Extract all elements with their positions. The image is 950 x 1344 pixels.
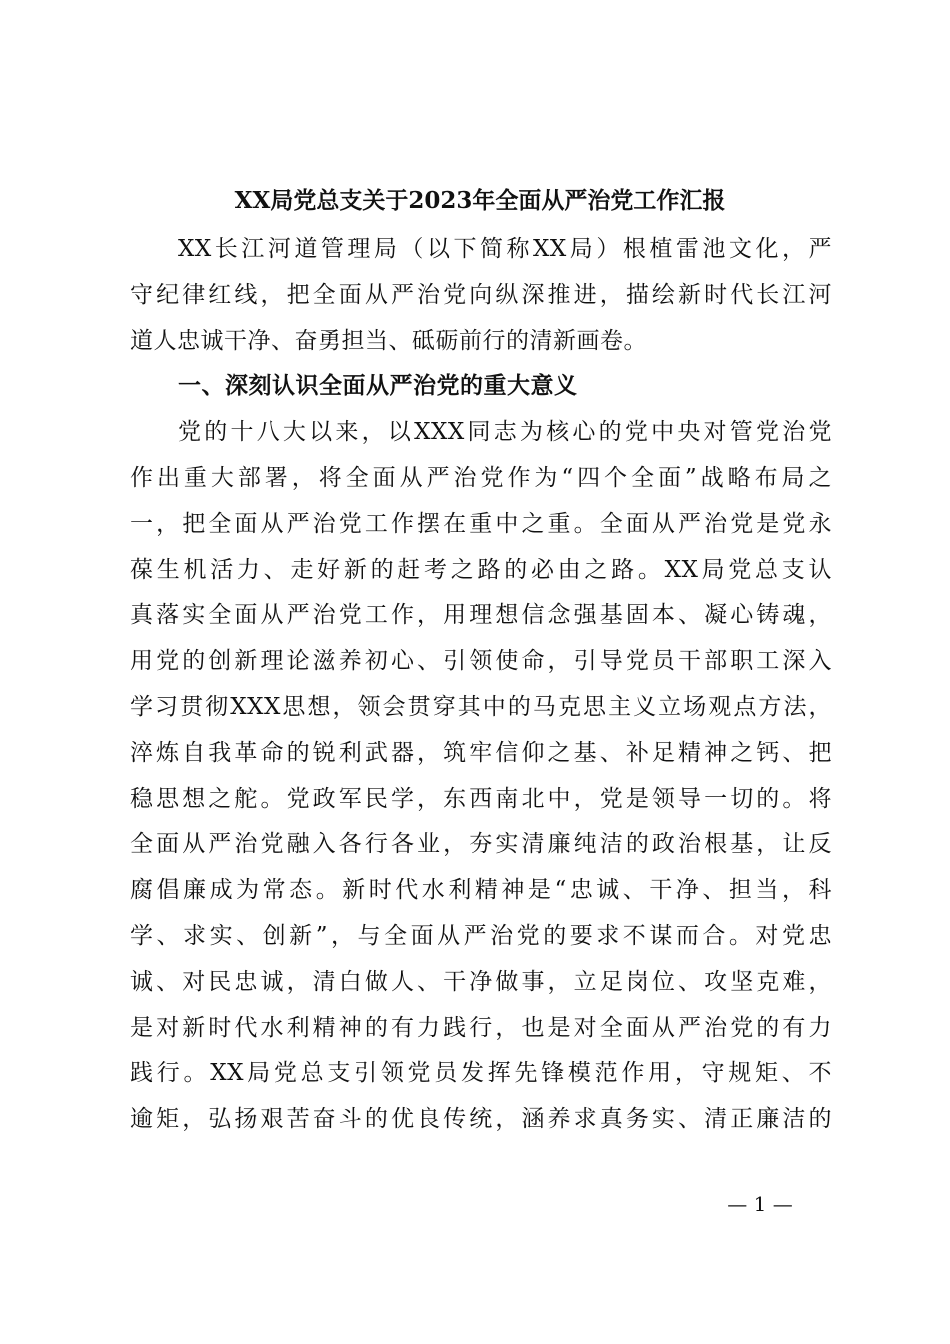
paragraph-line: 践行。XX局党总支引领党员发挥先锋模范作用，守规矩、不 xyxy=(130,1060,832,1087)
paragraph-line: 真落实全面从严治党工作，用理想信念强基固本、凝心铸魂， xyxy=(130,602,832,629)
paragraph-line: 诚、对民忠诚，清白做人、干净做事，立足岗位、攻坚克难， xyxy=(130,968,832,995)
paragraph-line: XX长江河道管理局（以下简称XX局）根植雷池文化，严 xyxy=(178,236,832,262)
paragraph-line: 一，把全面从严治党工作摆在重中之重。全面从严治党是党永 xyxy=(130,510,832,537)
section-heading: 一、深刻认识全面从严治党的重大意义 xyxy=(178,373,578,400)
paragraph-line: 全面从严治党融入各行各业，夯实清廉纯洁的政治根基，让反 xyxy=(130,831,832,858)
document-body xyxy=(130,227,832,1143)
paragraph-line: 葆生机活力、走好新的赶考之路的必由之路。XX局党总支认 xyxy=(130,556,832,583)
page-number: — 1 — xyxy=(727,1192,793,1216)
paragraph-line: 稳思想之舵。党政军民学，东西南北中，党是领导一切的。将 xyxy=(130,785,832,812)
paragraph-line: 学习贯彻XXX思想，领会贯穿其中的马克思主义立场观点方法， xyxy=(130,693,832,720)
paragraph-line: 腐倡廉成为常态。新时代水利精神是“忠诚、干净、担当，科 xyxy=(130,877,832,904)
paragraph-line: 道人忠诚干净、奋勇担当、砥砺前行的清新画卷。 xyxy=(130,327,647,354)
paragraph-line: 淬炼自我革命的锐利武器，筑牢信仰之基、补足精神之钙、把 xyxy=(130,739,832,766)
paragraph-line: 党的十八大以来，以XXX同志为核心的党中央对管党治党 xyxy=(178,419,832,446)
paragraph-line: 用党的创新理论滋养初心、引领使命，引导党员干部职工深入 xyxy=(130,648,832,675)
paragraph-line: 学、求实、创新”，与全面从严治党的要求不谋而合。对党忠 xyxy=(130,922,832,949)
paragraph-line: 守纪律红线，把全面从严治党向纵深推进，描绘新时代长江河 xyxy=(130,281,832,308)
paragraph-line: 作出重大部署，将全面从严治党作为“四个全面”战略布局之 xyxy=(130,464,832,491)
paragraph-line: 是对新时代水利精神的有力践行，也是对全面从严治党的有力 xyxy=(130,1014,832,1041)
document-title: XX局党总支关于2023年全面从严治党工作汇报 xyxy=(234,187,726,214)
paragraph-line: 逾矩，弘扬艰苦奋斗的优良传统，涵养求真务实、清正廉洁的 xyxy=(130,1106,832,1133)
